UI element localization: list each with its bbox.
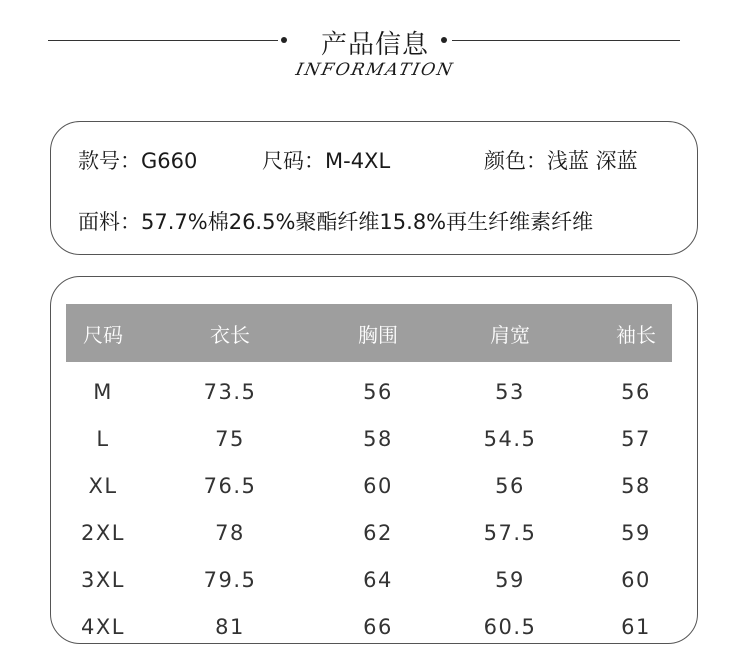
color-value: 浅蓝 深蓝: [547, 149, 638, 173]
table-cell: 58: [621, 473, 651, 498]
table-cell: 76.5: [203, 473, 257, 498]
table-row: [66, 462, 672, 509]
column-header-sleeve: 袖长: [616, 322, 656, 347]
table-row: [66, 415, 672, 462]
table-cell: 73.5: [203, 379, 257, 404]
color-label: 颜色：: [484, 149, 547, 173]
table-cell: 58: [363, 426, 393, 451]
fabric-value: 57.7%棉26.5%聚酯纤维15.8%再生纤维素纤维: [141, 210, 594, 234]
size-chart-table: [66, 304, 672, 650]
table-cell: 75: [215, 426, 245, 451]
table-row: [66, 368, 672, 415]
table-cell: 54.5: [483, 426, 537, 451]
table-cell: 56: [495, 473, 525, 498]
column-header-size: 尺码: [83, 322, 123, 347]
color-options: [484, 145, 638, 175]
table-cell: 59: [621, 520, 651, 545]
fabric-label: 面料：: [78, 210, 141, 234]
table-cell: 60: [621, 567, 651, 592]
table-cell: 60: [363, 473, 393, 498]
page-subtitle: INFORMATION: [293, 60, 457, 80]
column-header-length: 衣长: [210, 322, 250, 347]
table-cell: 53: [495, 379, 525, 404]
header-divider-right: [452, 40, 680, 41]
size-range: [262, 145, 390, 175]
table-cell: 60.5: [483, 614, 537, 639]
table-cell: 59: [495, 567, 525, 592]
column-header-shoulder: 肩宽: [490, 322, 530, 347]
size-range-value: M-4XL: [325, 149, 391, 173]
table-cell: L: [96, 426, 110, 451]
table-cell: 3XL: [81, 567, 125, 592]
fabric-composition: [78, 206, 593, 236]
table-cell: 2XL: [81, 520, 125, 545]
table-cell: M: [93, 379, 113, 404]
size-range-label: 尺码：: [262, 149, 325, 173]
table-cell: 64: [363, 567, 393, 592]
table-cell: 57: [621, 426, 651, 451]
table-row: [66, 509, 672, 556]
table-row: [66, 556, 672, 603]
table-cell: 57.5: [483, 520, 537, 545]
table-row: [66, 603, 672, 650]
style-number-label: 款号：: [78, 149, 141, 173]
table-cell: 81: [215, 614, 245, 639]
table-body: [66, 362, 672, 650]
column-header-chest: 胸围: [358, 322, 398, 347]
style-number-value: G660: [141, 149, 198, 173]
table-header-row: [66, 304, 672, 362]
table-cell: 66: [363, 614, 393, 639]
table-cell: XL: [88, 473, 118, 498]
table-cell: 79.5: [203, 567, 257, 592]
table-cell: 56: [621, 379, 651, 404]
header-dot-right: [441, 37, 447, 43]
table-cell: 61: [621, 614, 651, 639]
table-cell: 4XL: [81, 614, 125, 639]
table-cell: 56: [363, 379, 393, 404]
table-cell: 78: [215, 520, 245, 545]
style-number: [78, 145, 197, 175]
page-title: 产品信息: [320, 30, 429, 60]
table-cell: 62: [363, 520, 393, 545]
